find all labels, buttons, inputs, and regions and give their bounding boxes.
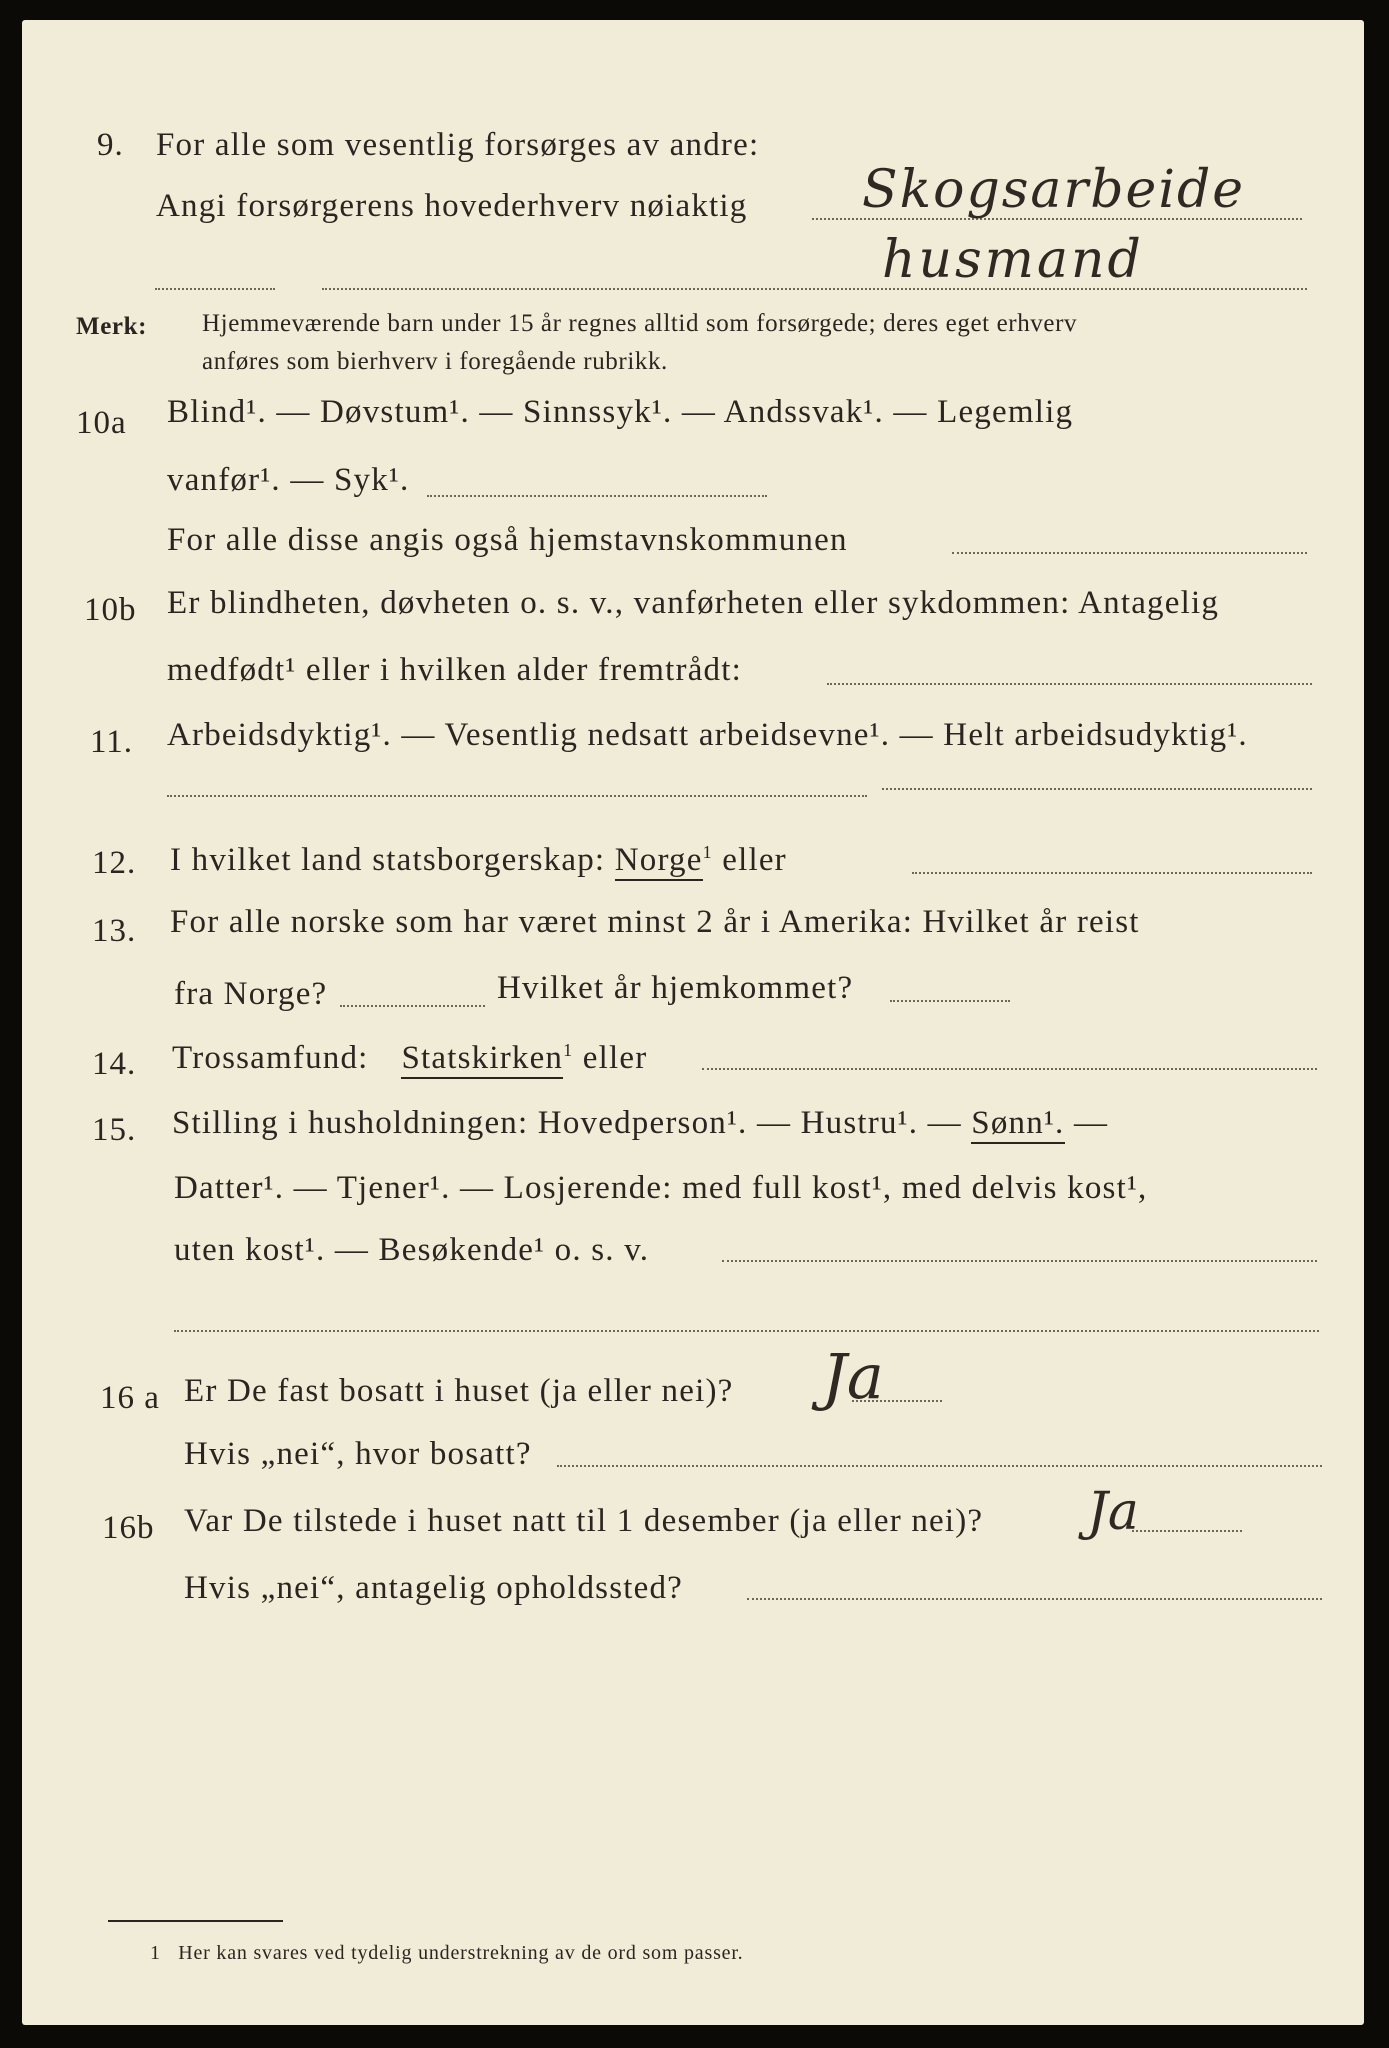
q9-line1: For alle som vesentlig forsørges av andre: — [156, 127, 760, 163]
q16b-line2: Hvis „nei“, antagelig opholdssted? — [184, 1570, 684, 1606]
footnote — [150, 1942, 743, 1965]
q15-line3: uten kost¹. — Besøkende¹ o. s. v. — [174, 1232, 650, 1268]
q16a-bosatt-line[interactable] — [557, 1465, 1322, 1467]
q14-answer-line[interactable] — [702, 1068, 1317, 1070]
q12-number: 12. — [92, 845, 137, 881]
q12-answer-line[interactable] — [912, 872, 1312, 874]
q14-underlined-answer: Statskirken — [401, 1040, 563, 1079]
q13-hjemkommet-line[interactable] — [890, 1000, 1010, 1002]
q11-answer-line-b[interactable] — [882, 788, 1312, 790]
q13-reist-line[interactable] — [340, 1005, 485, 1007]
q13-number: 13. — [92, 913, 137, 949]
q16a-number: 16 a — [100, 1380, 160, 1416]
q11-answer-line-a[interactable] — [167, 795, 867, 797]
q14-prefix: Trossamfund: — [172, 1040, 369, 1076]
q9-number: 9. — [97, 127, 124, 163]
q16b-number: 16b — [102, 1510, 155, 1546]
q10a-line1: Blind¹. — Døvstum¹. — Sinnssyk¹. — Andssvak¹. — Legemlig — [167, 394, 1074, 430]
merk-label: Merk: — [76, 313, 148, 340]
q15-line1 — [172, 1105, 1108, 1142]
q15-number: 15. — [92, 1112, 137, 1148]
q10b-line1: Er blindheten, døvheten o. s. v., vanførheten eller sykdommen: Antagelig — [167, 585, 1220, 621]
q13-line2b: Hvilket år hjemkommet? — [497, 970, 854, 1006]
q12-underlined-answer: Norge — [615, 842, 703, 881]
q11-line1: Arbeidsdyktig¹. — Vesentlig nedsatt arbeidsevne¹. — Helt arbeidsudyktig¹. — [167, 717, 1248, 753]
q16b-line1: Var De tilstede i huset natt til 1 desember (ja eller nei)? — [184, 1503, 984, 1539]
q9-line2: Angi forsørgerens hovederhverv nøiaktig — [156, 188, 748, 224]
q13-line1: For alle norske som har været minst 2 år i Amerika: Hvilket år reist — [170, 904, 1140, 940]
merk-line1: Hjemmeværende barn under 15 år regnes alltid som forsørgede; deres eget erhverv — [202, 310, 1078, 337]
q15-line1-prefix: Stilling i husholdningen: Hovedperson¹. — Hustru¹. — — [172, 1105, 962, 1141]
q9-handwritten-answer2: husmand — [882, 230, 1144, 290]
q15-line2: Datter¹. — Tjener¹. — Losjerende: med full kost¹, med delvis kost¹, — [174, 1170, 1148, 1206]
q14-suffix: eller — [582, 1040, 648, 1076]
q10a-line2: vanfør¹. — Syk¹. — [167, 462, 410, 498]
q16a-line1: Er De fast bosatt i huset (ja eller nei)? — [184, 1373, 734, 1409]
q10a-line3: For alle disse angis også hjemstavnskommunen — [167, 522, 848, 558]
q9-answer-line2b[interactable] — [322, 288, 1307, 290]
q12-sup: 1 — [702, 842, 713, 862]
q16a-line2: Hvis „nei“, hvor bosatt? — [184, 1436, 532, 1472]
q14-sup: 1 — [563, 1040, 574, 1060]
q10a-number: 10a — [76, 405, 127, 441]
q14-number: 14. — [92, 1046, 137, 1082]
q13-line2a: fra Norge? — [174, 976, 328, 1012]
q11-number: 11. — [90, 724, 134, 760]
q16b-opholdssted-line[interactable] — [747, 1598, 1322, 1600]
q12-line — [170, 842, 787, 879]
q12-suffix: eller — [722, 842, 787, 878]
q15-answer-line-a[interactable] — [722, 1260, 1317, 1262]
footnote-text: Her kan svares ved tydelig understrekning av de ord som passer. — [178, 1942, 744, 1964]
q15-answer-line-b[interactable] — [174, 1330, 1319, 1332]
merk-line2: anføres som bierhverv i foregående rubrikk. — [202, 348, 668, 375]
q16b-answer-line[interactable] — [1132, 1530, 1242, 1532]
q16b-handwritten-answer: Ja — [1087, 1482, 1139, 1542]
census-form-page — [22, 20, 1364, 2025]
q10b-number: 10b — [84, 592, 137, 628]
q10a-answer-line[interactable] — [427, 495, 767, 497]
q15-underlined-answer: Sønn¹. — [971, 1105, 1064, 1144]
q15-line1-suffix: — — [1073, 1105, 1109, 1141]
q16a-handwritten-answer: Ja — [822, 1340, 884, 1413]
footnote-rule — [108, 1920, 283, 1922]
q9-handwritten-answer1: Skogsarbeide — [862, 160, 1246, 220]
q12-prefix: I hvilket land statsborgerskap: — [170, 842, 606, 878]
q10b-answer-line[interactable] — [827, 683, 1312, 685]
footnote-mark: 1 — [150, 1942, 161, 1964]
q9-answer-line2a[interactable] — [155, 288, 275, 290]
q14-line — [172, 1040, 647, 1077]
q10b-line2: medfødt¹ eller i hvilken alder fremtrådt: — [167, 652, 742, 688]
q10a-hjemstavn-line[interactable] — [952, 552, 1307, 554]
